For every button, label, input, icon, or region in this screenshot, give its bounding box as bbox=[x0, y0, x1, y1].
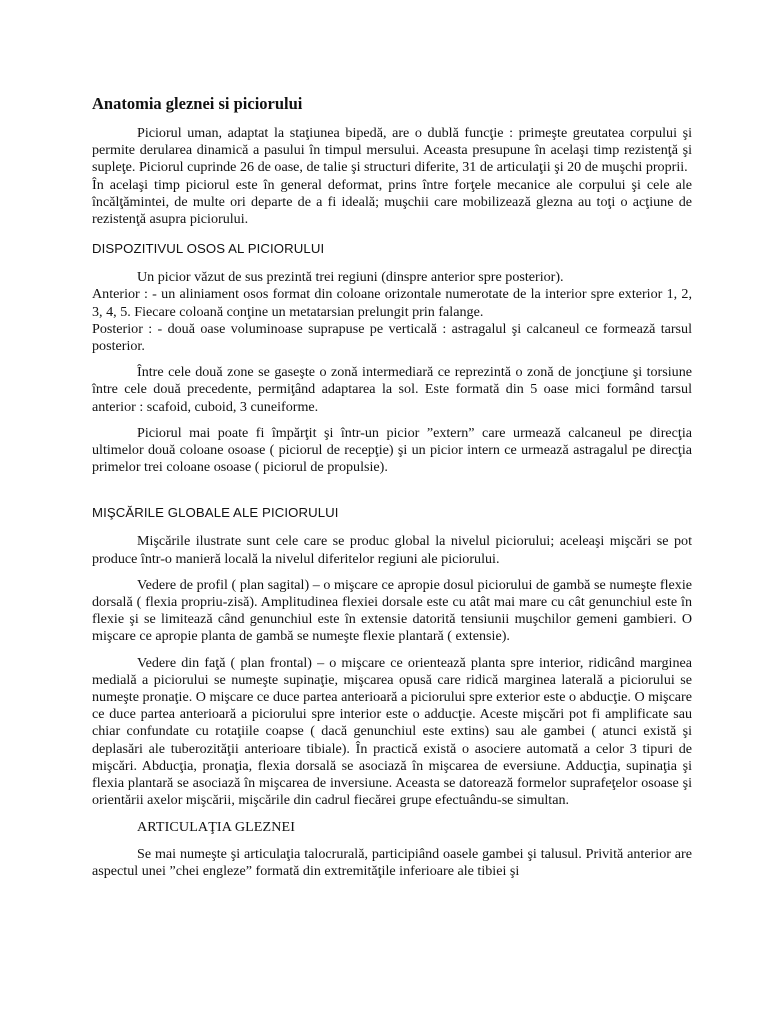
section-heading-bones: DISPOZITIVUL OSOS AL PICIORULUI bbox=[92, 241, 325, 257]
paragraph-intermediate: Între cele două zone se gaseşte o zonă intermediară ce reprezintă o zonă de joncţiune şi torsiune între cele două precedente, permiţând adaptarea la sol. Este formată din 5 oase mici formând tarsul anterior : scafoid, cuboid, 3 cuneiforme. bbox=[92, 364, 692, 415]
document-page bbox=[92, 94, 692, 880]
section-heading-movements: MIŞCĂRILE GLOBALE ALE PICIORULUI bbox=[92, 505, 339, 521]
paragraph-sagittal: Vedere de profil ( plan sagital) – o mişcare ce apropie dosul piciorului de gambă se numeşte flexie dorsală ( flexia propriu-zisă). Amplitudinea flexiei dorsale este cu atât mai mare cu cât genunchiul este în flexie şi se limitează când genunchiul este în extensie datorită tensiunii muşchilor gemeni gambieri. O mişcare ce apropie planta de gambă se numeşte flexie plantară ( extensie). bbox=[92, 576, 692, 645]
paragraph-regions: Un picior văzut de sus prezintă trei regiuni (dinspre anterior spre posterior). bbox=[137, 269, 564, 286]
paragraph-ankle: Se mai numeşte şi articulaţia talocrurală, participiând oasele gambei şi talusul. Privită anterior are aspectul unei ”chei engleze” formată din extremităţile inferioare ale tibiei şi bbox=[92, 845, 692, 879]
section-heading-ankle: ARTICULAŢIA GLEZNEI bbox=[137, 818, 296, 835]
paragraph-anterior: Anterior : - un aliniament osos format din coloane orizontale numerotate de la interior spre exterior 1, 2, 3, 4, 5. Fiecare coloană conţine un metatarsian prelungit prin falange. bbox=[92, 286, 692, 320]
paragraph-frontal: Vedere din faţă ( plan frontal) – o mişcare ce orientează planta spre interior, ridicând marginea medială a piciorului se numeşte supinaţie, mişcarea opusă care ridică marginea laterală a piciorului se numeşte pronaţie. O mişcare ce duce partea anterioară a piciorului spre exterior este o abducţie. O mişcare ce duce partea anterioară a piciorului spre interior este o adducţie. Aceste mişcări pot fi amplificate sau chiar confundate cu rotaţiile coapse ( dacă genunchiul este extins) sau ale gambei ( atunci există şi deplasări ale tuberozităţii anterioare tibiale). În practică există o asociere automată a celor 3 tipuri de mişcări. Abducţia, pronaţia, flexia dorsală se asociază în mişcarea de eversiune. Adducţia, supinaţia şi flexia plantară se asociază în mişcarea de inversiune. Aceasta se datorează formelor suprafeţelor osoase şi orientării axelor mişcării, mişcările din cadrul fiecărei grupe efectuându-se simultan. bbox=[92, 654, 692, 809]
paragraph-external-internal: Piciorul mai poate fi împărţit şi într-un picior ”extern” care urmează calcaneul pe direcţia ultimelor două coloane osoase ( piciorul de recepţie) şi un picior intern ce urmează astragalul pe direcţia primelor trei coloane osoase ( piciorul de propulsie). bbox=[92, 424, 692, 476]
paragraph-intro-continued: În acelaşi timp piciorul este în general deformat, prins între forţele mecanice ale corpului şi cele ale încălţămintei, de multe ori departe de a fi ideală; muşchii care mobilizează glezna au toţi o acţiune de rezistenţă asupra piciorului. bbox=[92, 176, 692, 228]
paragraph-posterior: Posterior : - două oase voluminoase suprapuse pe verticală : astragalul şi calcaneul ce formează tarsul posterior. bbox=[92, 320, 692, 355]
paragraph-intro: Piciorul uman, adaptat la staţiunea bipedă, are o dublă funcţie : primeşte greutatea corpului şi permite derularea dinamică a pasului în timpul mersului. Aceasta presupune în acelaşi timp rezistenţă şi supleţe. Piciorul cuprinde 26 de oase, de talie şi structuri diferite, 31 de articulaţii şi 20 de muşchi proprii. bbox=[92, 125, 692, 176]
paragraph-movements-intro: Mişcările ilustrate sunt cele care se produc global la nivelul piciorului; aceleaşi mişcări se pot produce într-o manieră locală la nivelul diferitelor regiuni ale piciorului. bbox=[92, 533, 692, 567]
document-title: Anatomia gleznei si piciorului bbox=[92, 94, 303, 113]
